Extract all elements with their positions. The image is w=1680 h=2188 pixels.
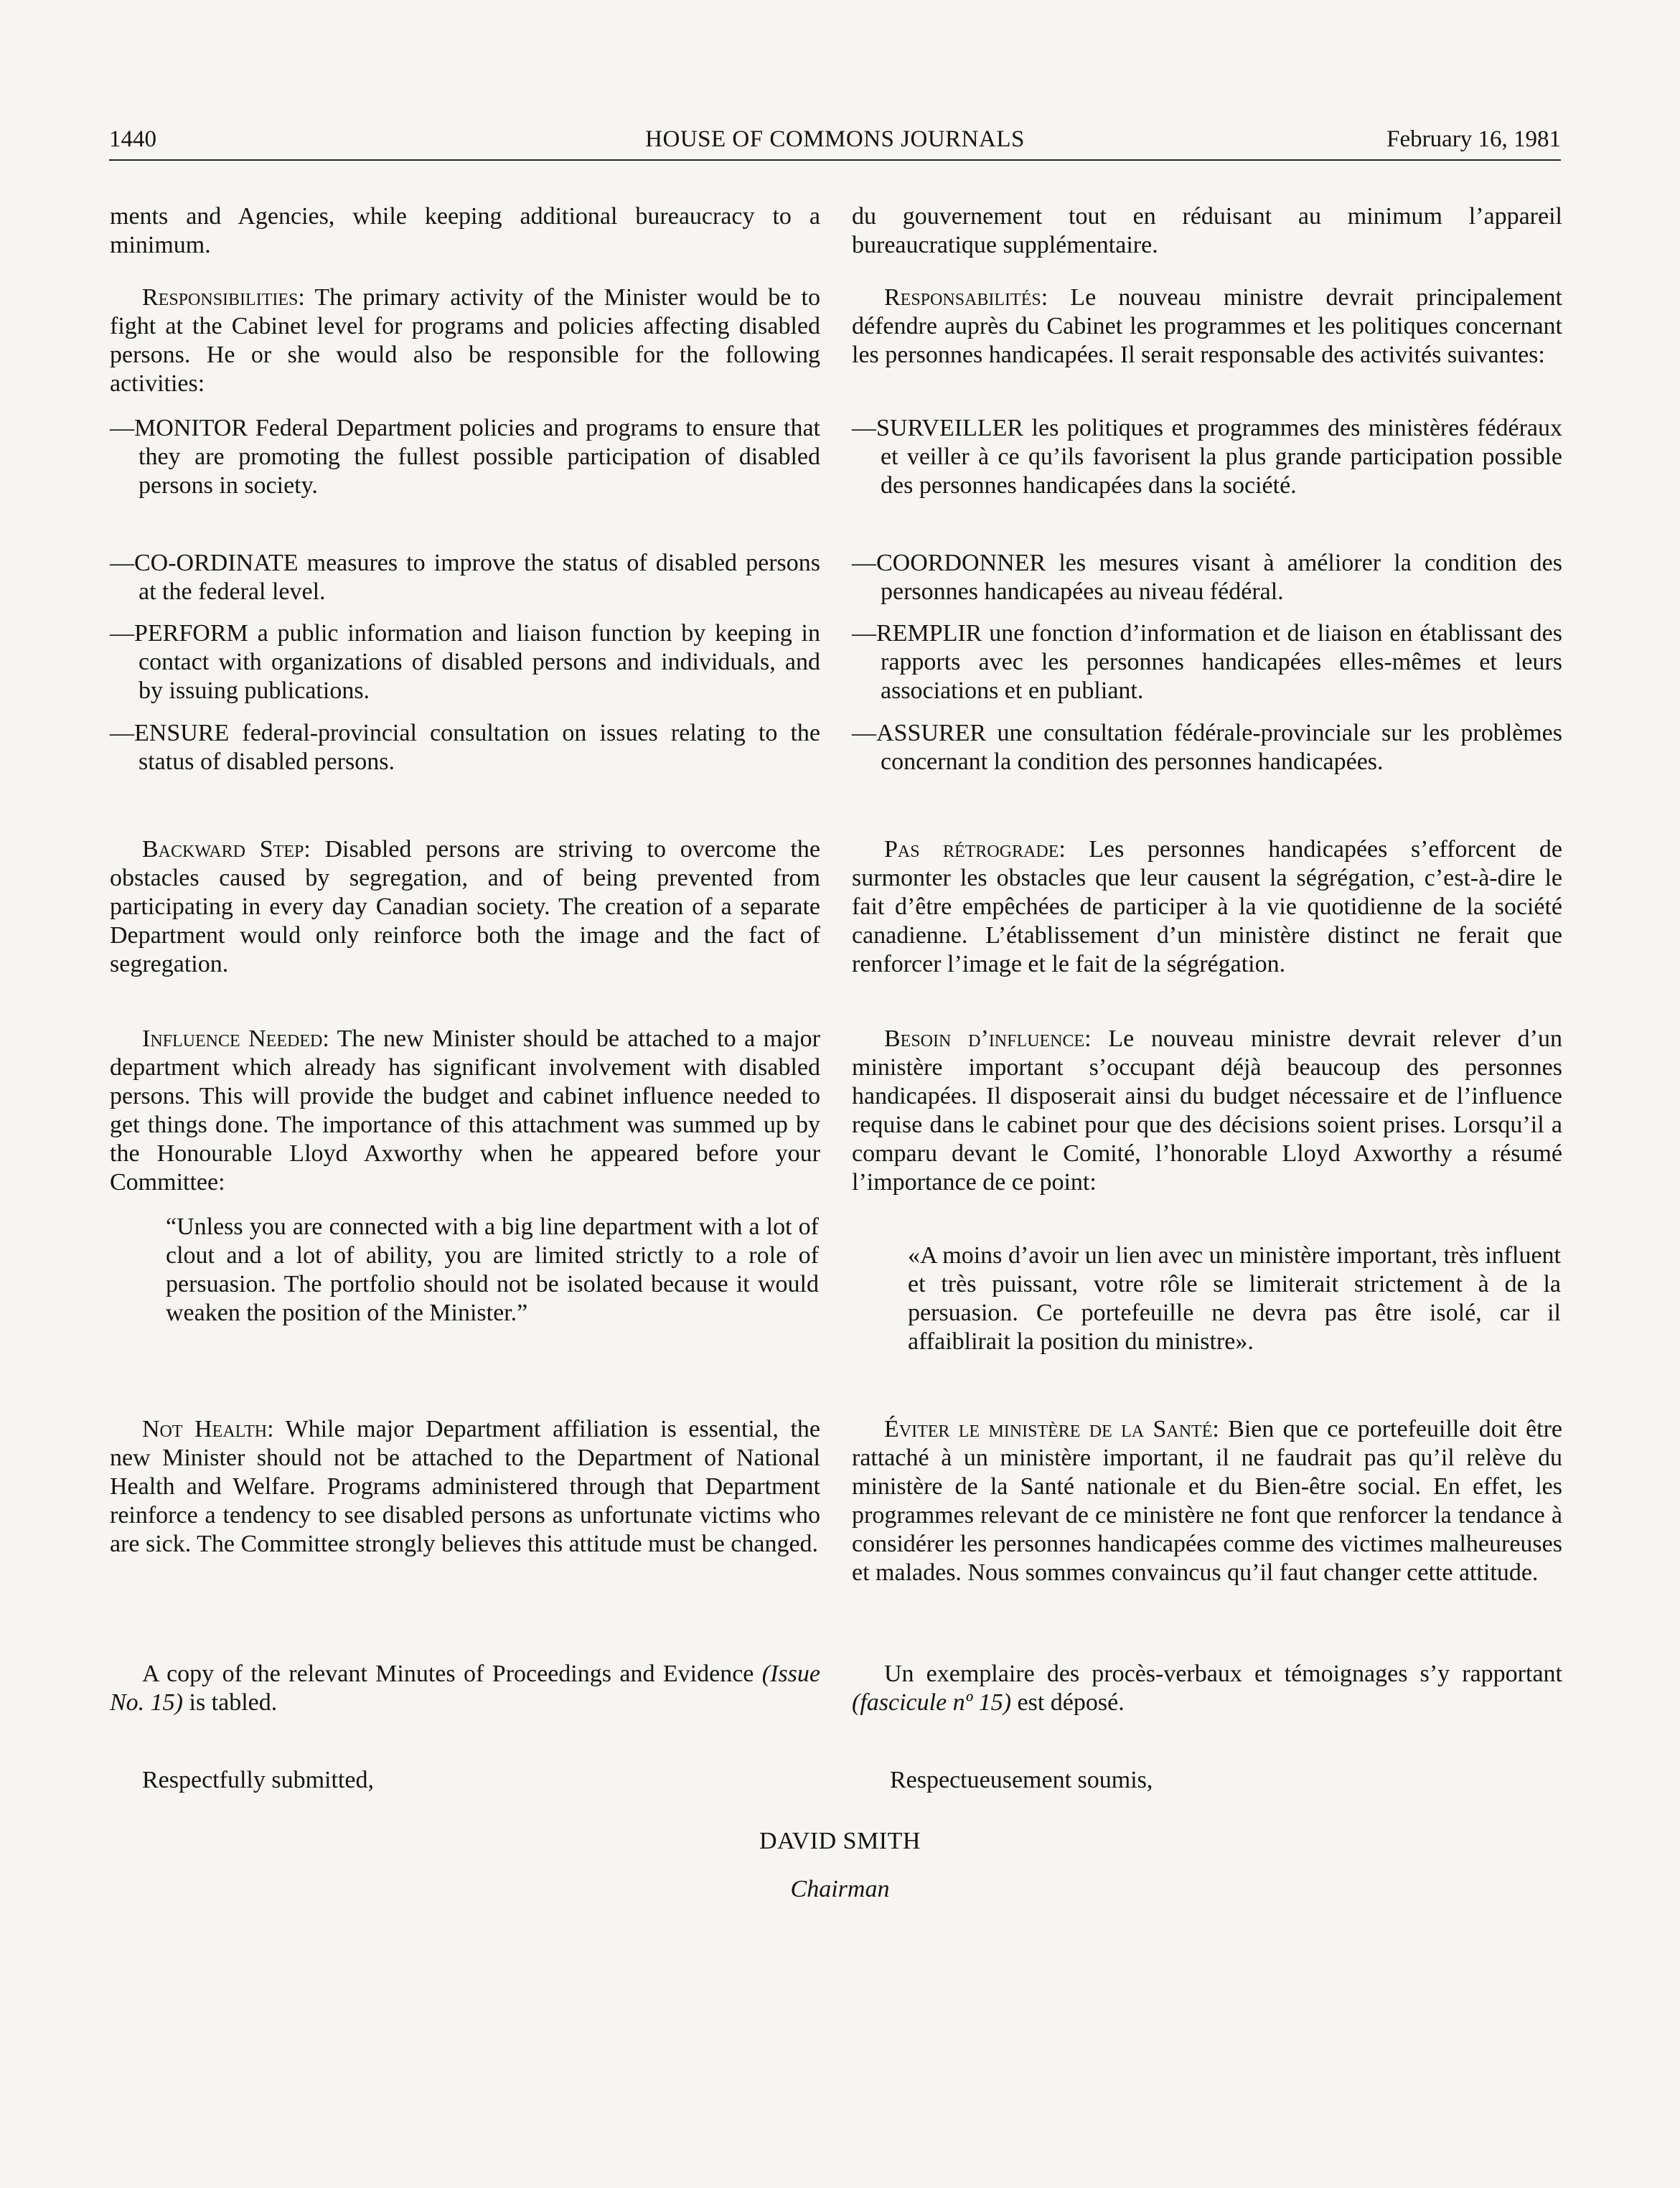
en-responsibilities-text: The primary activity of the Minister would be to fight at the Cabinet level for programs and policies affecting disabled persons. He or she would also be responsible for the following activities:	[110, 284, 820, 397]
fr-responsibilities	[852, 283, 1562, 370]
page-header	[109, 123, 1561, 155]
en-item-perform: —PERFORM a public information and liaison function by keeping in contact with organizations of disabled persons and individuals, and by issuing publications.	[110, 620, 820, 704]
signature-name: DAVID SMITH	[759, 1828, 921, 1854]
en-copy-after: is tabled.	[183, 1689, 278, 1716]
fr-quote: «A moins d’avoir un lien avec un ministère important, très influent et très puissant, votre rôle se limiterait strictement à de la persuasion. Ce portefeuille ne devra pas être isolé, car il affaiblirait la position du ministre».	[908, 1242, 1561, 1355]
en-backward-text: Disabled persons are striving to overcome the obstacles caused by segregation, and of being prevented from participating in every day Canadian society. The creation of a separate Department would only reinforce both the image and the fact of segregation.	[110, 836, 820, 977]
fr-paragraph-intro: du gouvernement tout en réduisant au minimum l’appareil bureaucratique supplémentaire.	[852, 203, 1562, 258]
en-influence-label: Influence Needed:	[142, 1025, 329, 1052]
fr-backward-text: Les personnes handicapées s’efforcent de surmonter les obstacles que leur causent la ségrégation, c’est-à-dire le fait d’être empêchées de participer à la vie quotidienne de la société canadienne. L’établissement d’un ministère distinct ne ferait que renforcer l’image et le fait de la ségrégation.	[852, 836, 1562, 977]
fr-item-assurer: —ASSURER une consultation fédérale-provinciale sur les problèmes concernant la condition des personnes handicapées.	[852, 720, 1562, 775]
en-copy-tabled	[110, 1660, 820, 1717]
en-item-monitor: —MONITOR Federal Department policies and programs to ensure that they are promoting the fullest possible participation of disabled persons in society.	[110, 415, 820, 499]
fr-pas-retrograde	[852, 835, 1562, 979]
en-copy-issue: (Issue No. 15)	[110, 1661, 820, 1716]
fr-responsibilities-text: Le nouveau ministre devrait principalement défendre auprès du Cabinet les programmes et les politiques concernant les personnes handicapées. Il serait responsable des activités suivantes:	[852, 284, 1562, 368]
header-rule	[109, 159, 1561, 161]
fr-besoin-influence	[852, 1025, 1562, 1197]
fr-item-coordonner: —COORDONNER les mesures visant à améliorer la condition des personnes handicapées au niveau fédéral.	[852, 550, 1562, 605]
journal-date: February 16, 1981	[1386, 126, 1561, 152]
en-responsibilities-label: Responsibilities:	[142, 284, 305, 311]
en-responsibilities	[110, 283, 820, 398]
en-not-health	[110, 1415, 820, 1559]
en-paragraph-intro: ments and Agencies, while keeping additional bureaucracy to a minimum.	[110, 203, 820, 258]
fr-influence-label: Besoin d’influence:	[884, 1025, 1092, 1052]
fr-item-surveiller: —SURVEILLER les politiques et programmes des ministères fédéraux et veiller à ce qu’ils favorisent la plus grande participation possible des personnes handicapées dans la société.	[852, 415, 1562, 499]
en-influence-needed	[110, 1025, 820, 1197]
en-backward-step	[110, 835, 820, 979]
en-copy-text: A copy of the relevant Minutes of Proceedings and Evidence	[142, 1661, 762, 1687]
en-item-coordinate: —CO-ORDINATE measures to improve the status of disabled persons at the federal level.	[110, 550, 820, 605]
fr-not-health-text: Bien que ce portefeuille doit être rattaché à un ministère important, il ne faudrait pas qu’il relève du ministère de la Santé nationale et du Bien-être social. En effet, les programmes relevant de ce ministère ne font que renforcer la tendance à considérer les personnes handicapées comme des victimes malheureuses et malades. Nous sommes convaincus qu’il faut changer cette attitude.	[852, 1416, 1562, 1586]
journal-title: HOUSE OF COMMONS JOURNALS	[645, 126, 1025, 152]
fr-copy-depose	[852, 1660, 1562, 1717]
fr-responsibilities-label: Responsabilités:	[884, 284, 1048, 311]
fr-closing: Respectueusement soumis,	[890, 1767, 1153, 1793]
en-closing: Respectfully submitted,	[142, 1767, 374, 1793]
fr-eviter-sante	[852, 1415, 1562, 1587]
fr-copy-issue: (fascicule nº 15)	[852, 1689, 1012, 1716]
en-influence-text: The new Minister should be attached to a major department which already has significant involvement with disabled persons. This will provide the budget and cabinet influence needed to get things done. The importance of this attachment was summed up by the Honourable Lloyd Axworthy when he appeared before your Committee:	[110, 1025, 820, 1196]
fr-copy-after: est déposé.	[1011, 1689, 1125, 1716]
en-item-ensure: —ENSURE federal-provincial consultation on issues relating to the status of disabled persons.	[110, 720, 820, 775]
en-backward-label: Backward Step:	[142, 836, 311, 863]
fr-copy-text: Un exemplaire des procès-verbaux et témoignages s’y rapportant	[884, 1661, 1562, 1687]
page-number: 1440	[109, 126, 156, 152]
fr-not-health-label: Éviter le ministère de la Santé:	[884, 1416, 1219, 1442]
en-quote: “Unless you are connected with a big line department with a lot of clout and a lot of ability, you are limited strictly to a role of persuasion. The portfolio should not be isolated because it would weaken the position of the Minister.”	[166, 1213, 819, 1326]
en-not-health-text: While major Department affiliation is essential, the new Minister should not be attached to the Department of National Health and Welfare. Programs administered through that Department reinforce a tendency to see disabled persons as unfortunate victims who are sick. The Committee strongly believes this attitude must be changed.	[110, 1416, 820, 1557]
signature-role: Chairman	[790, 1876, 890, 1902]
fr-item-remplir: —REMPLIR une fonction d’information et de liaison en établissant des rapports avec les personnes handicapées elles-mêmes et leurs associations et en publiant.	[852, 620, 1562, 704]
fr-backward-label: Pas rétrograde:	[884, 836, 1066, 863]
fr-influence-text: Le nouveau ministre devrait relever d’un ministère important s’occupant déjà beaucoup des personnes handicapées. Il disposerait ainsi du budget nécessaire et de l’influence requise dans le cabinet pour que des décisions soient prises. Lorsqu’il a comparu devant le Comité, l’honorable Lloyd Axworthy a résumé l’importance de ce point:	[852, 1025, 1562, 1196]
en-not-health-label: Not Health:	[142, 1416, 274, 1442]
